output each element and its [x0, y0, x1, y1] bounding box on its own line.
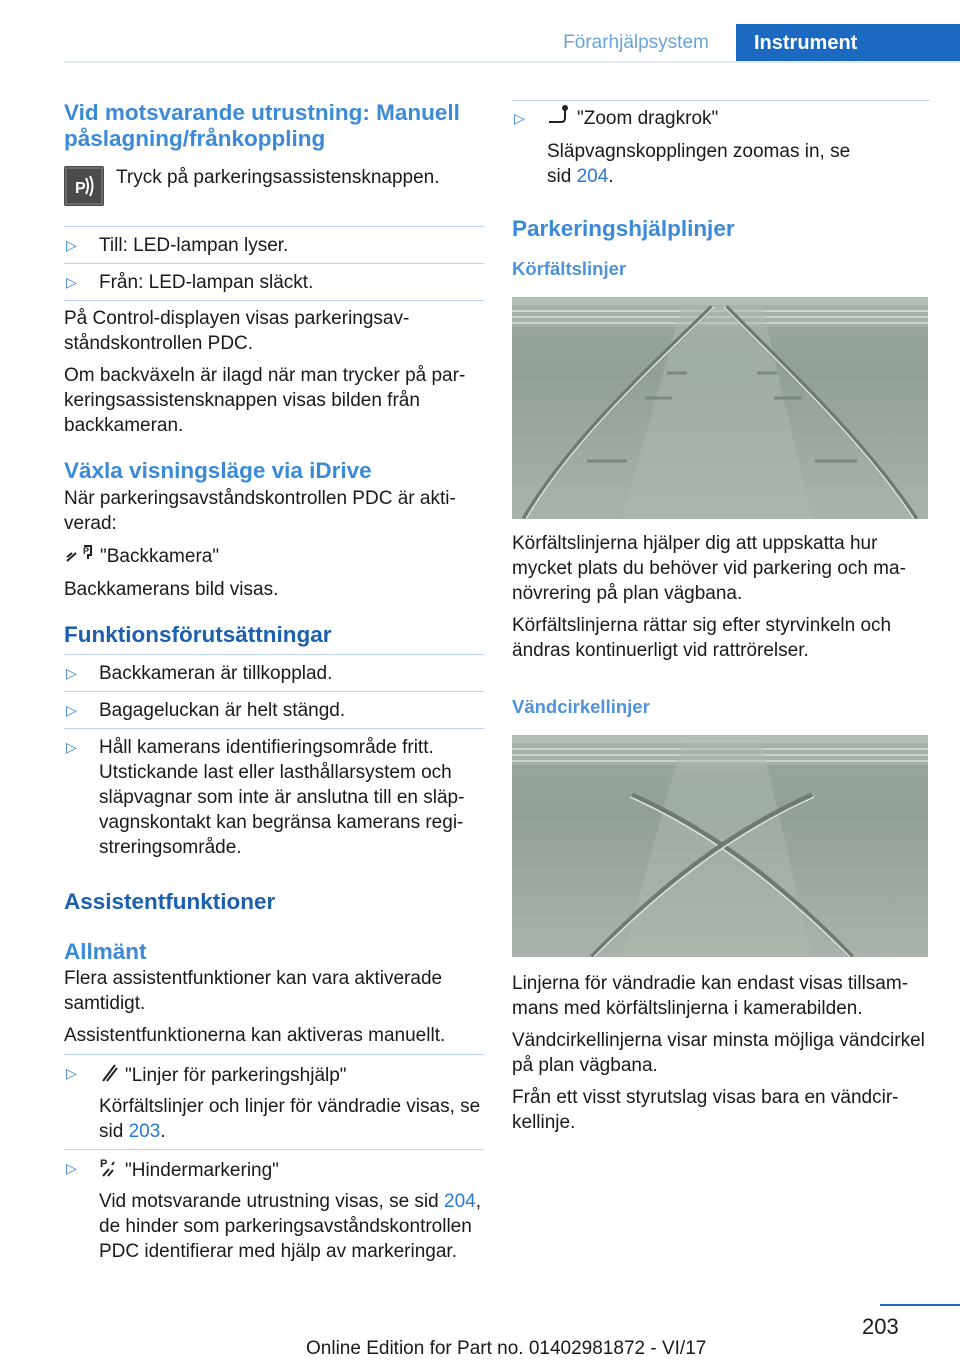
parking-lines-icon [99, 1061, 119, 1090]
paragraph: Assistentfunktionerna kan aktiveras manuellt. [64, 1025, 446, 1046]
page-link[interactable]: 204 [576, 166, 609, 187]
list-item: ▷ "Zoom dragkrok" Släpvagnskopplingen zoomas in, se sid 204. [512, 104, 930, 194]
header-section-tab[interactable]: Förarhjälpsystem [563, 32, 709, 53]
heading-manual-switch: Vid motsvarande utrustning: Manuell påslagning/frånkoppling [64, 100, 460, 151]
triangle-bullet-icon: ▷ [66, 1160, 77, 1176]
divider [64, 300, 484, 301]
tow-hook-zoom-icon [547, 104, 571, 133]
left-column [64, 100, 484, 1269]
heading-assistant-functions: Assistentfunktioner [64, 889, 276, 914]
paragraph: Körfältslinjerna rättar sig efter styrvinkeln och ändras kontinuerligt vid rattrörelser. [512, 615, 892, 661]
press-button-row [64, 166, 484, 206]
page-link[interactable]: 203 [128, 1121, 161, 1142]
paragraph: På Control-displayen visas parkeringsavståndskontrollen PDC. [64, 308, 410, 354]
heading-general: Allmänt [64, 939, 147, 964]
turn-circle-illustration [512, 735, 928, 957]
footer-rule [880, 1304, 960, 1306]
parking-assist-button-icon [64, 166, 104, 206]
paragraph: Körfältslinjerna hjälper dig att uppskatta hur mycket plats du behöver vid parkering och manövrering på plan vägbana. [512, 533, 906, 604]
paragraph: Backkamerans bild visas. [64, 579, 279, 600]
divider [512, 100, 930, 101]
header-chapter-tab[interactable]: Instrument [736, 24, 960, 62]
option-label: "Zoom dragkrok" [577, 108, 719, 129]
svg-text:P: P [100, 1158, 108, 1170]
rear-camera-icon [64, 543, 94, 570]
lane-lines-figure [512, 297, 928, 519]
page-number: 203 [862, 1314, 899, 1339]
paragraph: Vändcirkellinjerna visar minsta möjliga vändcirkel på plan vägbana. [512, 1030, 925, 1076]
option-description: Vid motsvarande utrustning visas, se sid [99, 1191, 444, 1212]
turn-circle-figure [512, 735, 928, 957]
heading-turn-circle-lines: Vändcirkellinjer [512, 696, 650, 717]
heading-idrive: Växla visningsläge via iDrive [64, 458, 372, 483]
triangle-bullet-icon: ▷ [514, 110, 525, 126]
camera-option-label: "Backkamera" [100, 546, 220, 567]
camera-option-row [64, 543, 484, 570]
svg-text:P: P [83, 546, 90, 556]
list-item: ▷ Till: LED-lampan lyser. [66, 235, 289, 256]
paragraph: Linjerna för vändradie kan endast visas tillsammans med körfältslinjerna i kamerabilden. [512, 973, 909, 1019]
triangle-bullet-icon: ▷ [66, 237, 77, 253]
option-description: Körfältslinjer och linjer för vändradie visas, se sid [99, 1096, 481, 1142]
svg-text:P: P [75, 180, 86, 197]
triangle-bullet-icon: ▷ [66, 739, 77, 755]
option-description: Släpvagnskopplingen zoomas in, se sid [547, 141, 851, 187]
lane-lines-illustration [512, 297, 928, 519]
triangle-bullet-icon: ▷ [66, 702, 77, 718]
edition-info: Online Edition for Part no. 01402981872 - VI/17 [306, 1338, 707, 1359]
triangle-bullet-icon: ▷ [66, 665, 77, 681]
triangle-bullet-icon: ▷ [66, 274, 77, 290]
list-item: ▷ "Linjer för parkeringshjälp" Körfältslinjer och linjer för vändradie visas, se sid 203. [64, 1055, 484, 1149]
list-item: ▷ Från: LED-lampan släckt. [66, 272, 314, 293]
option-label: "Linjer för parkeringshjälp" [125, 1065, 347, 1086]
page-link[interactable]: 204 [444, 1191, 476, 1212]
option-label: "Hindermarkering" [125, 1160, 279, 1181]
heading-requirements: Funktionsförutsättningar [64, 622, 332, 647]
list-item: ▷ Håll kamerans identifieringsområde fritt. Utstickande last eller lasthållarsystem och släpvagnar som inte är anslutna till en släpvagnskontakt kan begränsa kamerans registreringsområde. [66, 737, 465, 858]
paragraph: När parkeringsavståndskontrollen PDC är aktiverad: [64, 488, 456, 534]
heading-lane-lines: Körfältslinjer [512, 258, 627, 279]
list-item: ▷ Backkameran är tillkopplad. [66, 663, 333, 684]
paragraph: Från ett visst styrutslag visas bara en vändcirkellinje. [512, 1087, 899, 1133]
list-item: ▷ Bagageluckan är helt stängd. [66, 700, 346, 721]
right-column [512, 104, 930, 1135]
paragraph: Om backväxeln är ilagd när man trycker på parkeringsassistensknappen visas bilden från backkameran. [64, 365, 466, 436]
list-item: ▷ P "Hindermarkering" Vid motsvarande utrustning visas, se sid 204, de hinder som parkeringsavståndskontrollen PDC identifierar med hjälp av markeringar. [66, 1158, 481, 1262]
obstacle-marking-icon [99, 1156, 119, 1185]
paragraph: Flera assistentfunktioner kan vara aktiverade samtidigt. [64, 968, 443, 1014]
triangle-bullet-icon: ▷ [66, 1065, 77, 1081]
heading-parking-lines: Parkeringshjälplinjer [512, 216, 735, 241]
header-rule [64, 61, 960, 63]
press-button-text: Tryck på parkeringsassistensknappen. [116, 167, 440, 188]
